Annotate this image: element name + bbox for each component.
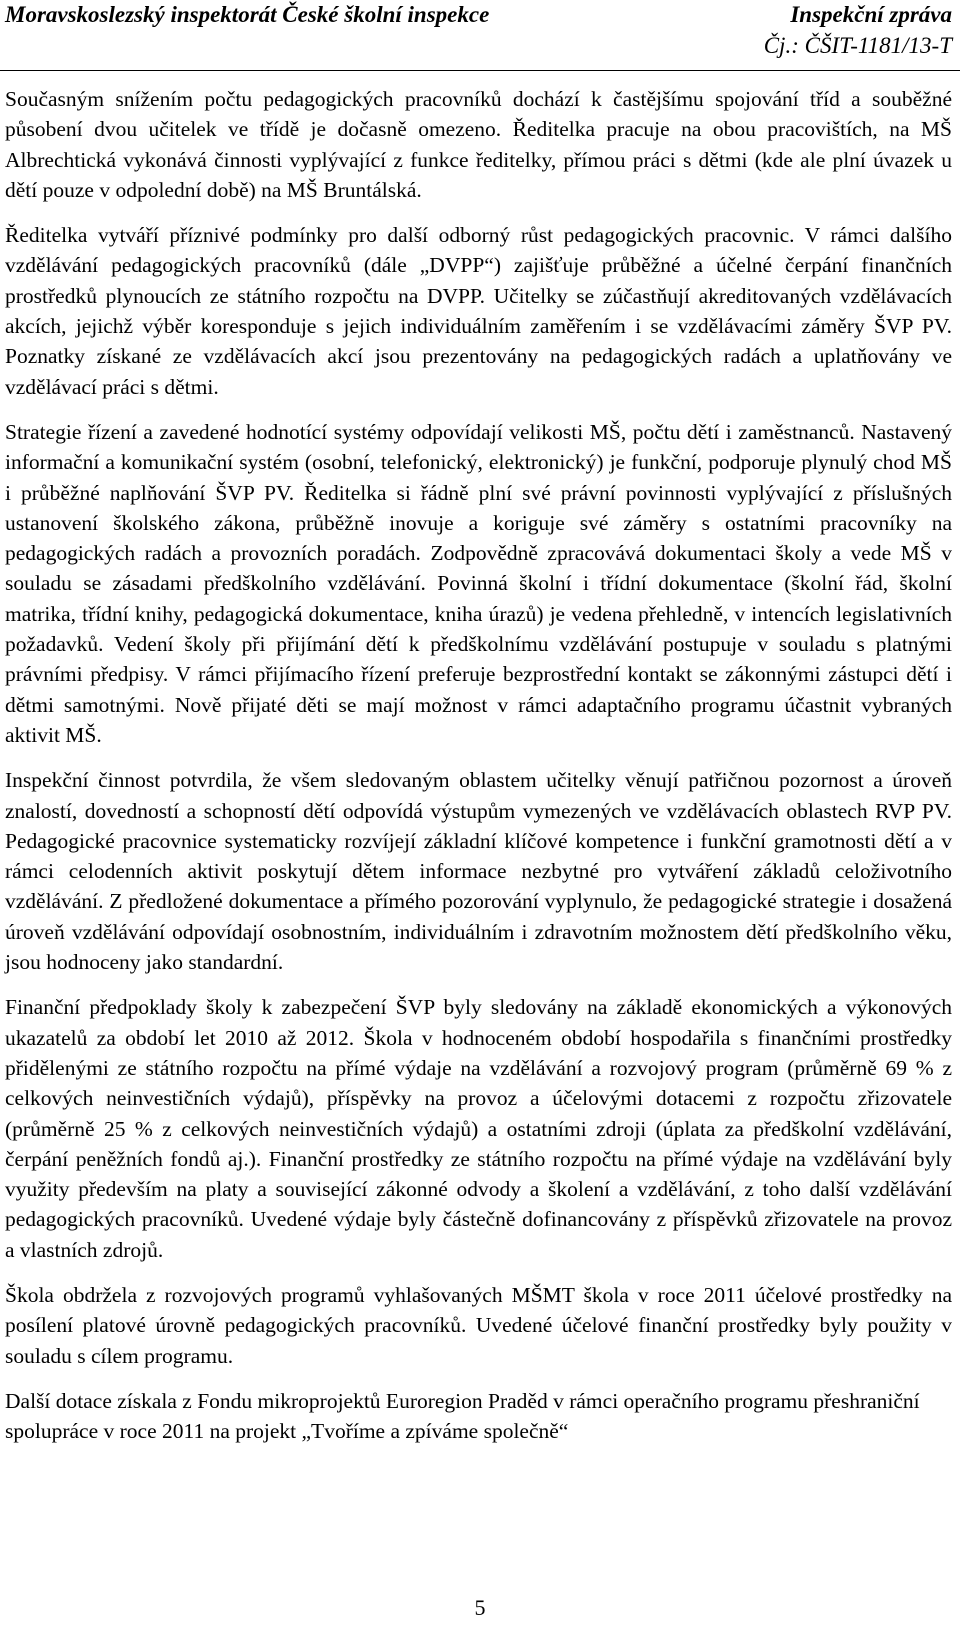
paragraph-staffing: Současným snížením počtu pedagogických pracovníků dochází k častějšímu spojování tříd a souběžné působení dvou učitelek ve třídě je dočasně omezeno. Ředitelka pracuje na obou pracovištích, na MŠ Albrechtická vykonává činnosti vyplývající z funkce ředitelky, přímou práci s dětmi (kde ale plní úvazek u dětí pouze v odpolední době) na MŠ Bruntálská. <box>5 87 952 202</box>
inspectorate-title: Moravskoslezský inspektorát České školní inspekce <box>5 2 490 27</box>
reference-number: Čj.: ČŠIT-1181/13-T <box>763 33 952 58</box>
paragraph-financial: Finanční předpoklady školy k zabezpečení ŠVP byly sledovány na základě ekonomických a výkonových ukazatelů za období let 2010 až 2012. Škola v hodnoceném období hospodařila s finančními prostředky přidělenými ze státního rozpočtu na přímé výdaje na vzdělávání a rozvojový program (průměrně 69 % z celkových neinvestičních výdajů), příspěvky na provoz a účelovými dotacemi z rozpočtu zřizovatele (průměrně 25 % z celkových neinvestičních výdajů) a ostatními zdroji (úplata za předškolní vzdělávání, čerpání peněžních fondů aj.). Finanční prostředky ze státního rozpočtu na přímé výdaje na vzdělávání byly využity především na platy a související zákonné odvody a školení a vzdělávání, z toho další vzdělávání pedagogických pracovníků. Uvedené výdaje byly částečně dofinancovány z příspěvků zřizovatele na provoz a vlastních zdrojů. <box>5 995 952 1262</box>
page-number: 5 <box>474 1595 486 1620</box>
document-body <box>5 84 952 1461</box>
paragraph-development-programs: Škola obdržela z rozvojových programů vyhlašovaných MŠMT škola v roce 2011 účelové prostředky na posílení platové úrovně pedagogických pracovníků. Uvedené účelové finanční prostředky byly použity v souladu s cílem programu. <box>5 1282 952 1368</box>
report-title: Inspekční zpráva <box>790 2 952 27</box>
paragraph-professional-growth: Ředitelka vytváří příznivé podmínky pro další odborný růst pedagogických pracovnic. V rámci dalšího vzdělávání pedagogických pracovníků (dále „DVPP“) zajišťuje průběžné a účelné čerpání finančních prostředků plynoucích ze státního rozpočtu na DVPP. Učitelky se zúčastňují akreditovaných vzdělávacích akcích, jejichž výběr koresponduje s jejich individuálním zaměřením i se vzdělávacími záměry ŠVP PV. Poznatky získané ze vzdělávacích akcí jsou prezentovány na pedagogických radách a uplatňovány ve vzdělávací práci s dětmi. <box>5 223 952 399</box>
paragraph-inspection-findings: Inspekční činnost potvrdila, že všem sledovaným oblastem učitelky věnují patřičnou pozornost a úroveň znalostí, dovedností a schopností dětí odpovídá výstupům vymezených ve vzdělávacích oblastech RVP PV. Pedagogické pracovnice systematicky rozvíjejí základní klíčové kompetence i funkční gramotnosti dětí a v rámci celodenních aktivit poskytují dětem informace nezbytné pro vytváření základů celoživotního vzdělávání. Z předložené dokumentace a přímého pozorování vyplynulo, že pedagogické strategie i dosažená úroveň vzdělávání odpovídají osobnostním, individuálním i zdravotním možnostem dětí předškolního věku, jsou hodnoceny jako standardní. <box>5 768 952 975</box>
paragraph-management: Strategie řízení a zavedené hodnotící systémy odpovídají velikosti MŠ, počtu dětí i zaměstnanců. Nastavený informační a komunikační systém (osobní, telefonický, elektronický) je funkční, podporuje plynulý chod MŠ i průběžné naplňování ŠVP PV. Ředitelka si řádně plní své právní povinnosti vyplývající z příslušných ustanovení školského zákona, průběžně inovuje a koriguje své záměry s ostatními pracovníky na pedagogických radách a provozních poradách. Zodpovědně zpracovává dokumentaci školy a vede MŠ v souladu se zásadami předškolního vzdělávání. Povinná školní i třídní dokumentace (školní řád, školní matrika, třídní knihy, pedagogická dokumentace, kniha úrazů) je vedena přehledně, v intencích legislativních požadavků. Vedení školy při přijímání dětí k předškolnímu vzdělávání postupuje v souladu s platnými právními předpisy. V rámci přijímacího řízení preferuje bezprostřední kontakt se zákonnými zástupci dětí i dětmi samotnými. Nově přijaté děti se mají možnost v rámci adaptačního programu účastnit vybraných aktivit MŠ. <box>5 419 952 747</box>
page-header <box>0 0 960 71</box>
paragraph-grants: Další dotace získala z Fondu mikroprojektů Euroregion Praděd v rámci operačního programu přeshraniční spolupráce v roce 2011 na projekt „Tvoříme a zpíváme společně“ <box>5 1388 920 1444</box>
